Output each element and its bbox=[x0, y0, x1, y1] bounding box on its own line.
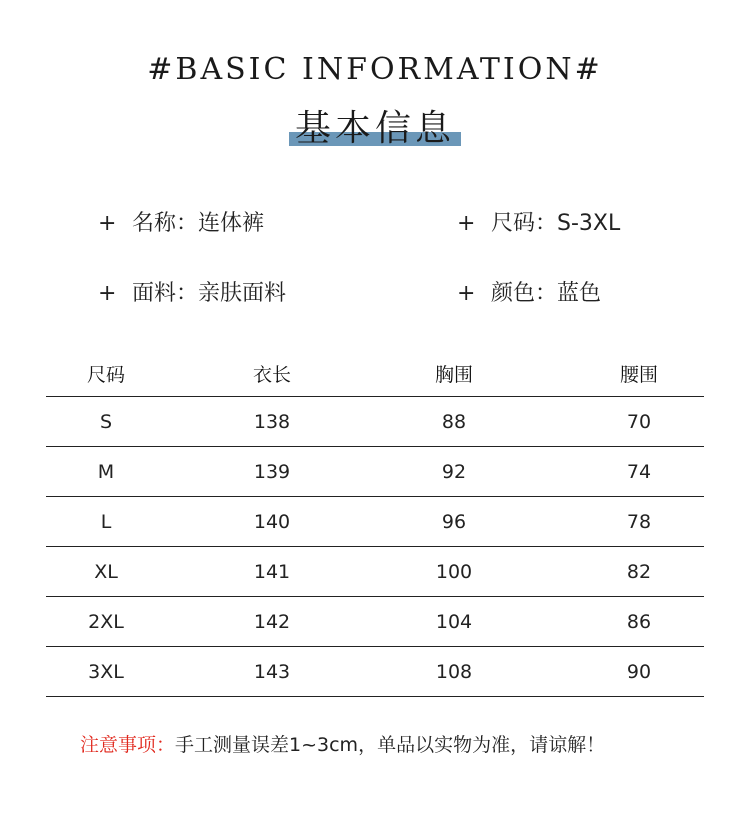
info-name-text: 名称：连体裤 bbox=[132, 211, 265, 236]
table-cell: 138 bbox=[253, 410, 291, 433]
table-cell: 142 bbox=[253, 610, 291, 633]
table-header-row bbox=[46, 350, 704, 397]
info-size bbox=[457, 206, 620, 237]
info-color-text: 颜色：蓝色 bbox=[491, 281, 602, 306]
table-row bbox=[46, 597, 704, 647]
table-cell: 70 bbox=[626, 410, 652, 433]
table-row bbox=[46, 547, 704, 597]
table-cell: 140 bbox=[253, 510, 291, 533]
header-cn-block bbox=[0, 100, 750, 150]
table-cell: XL bbox=[94, 560, 118, 583]
header-cell-size: 尺码 bbox=[86, 363, 125, 386]
table-cell: 78 bbox=[626, 510, 652, 533]
table-cell: 139 bbox=[253, 460, 291, 483]
table-row bbox=[46, 647, 704, 697]
table-cell: 92 bbox=[441, 460, 467, 483]
table-cell: 86 bbox=[626, 610, 652, 633]
table-cell: 108 bbox=[435, 660, 473, 683]
table-cell: 90 bbox=[626, 660, 652, 683]
info-size-text: 尺码：S-3XL bbox=[491, 211, 621, 236]
table-cell: 96 bbox=[441, 510, 467, 533]
header-title-cn: 基本信息 bbox=[294, 108, 455, 149]
table-cell: 82 bbox=[626, 560, 652, 583]
plus-icon: + bbox=[457, 281, 476, 306]
table-cell: 104 bbox=[435, 610, 473, 633]
table-row bbox=[46, 497, 704, 547]
table-cell: S bbox=[99, 410, 113, 433]
notice-text: 手工测量误差1~3cm，单品以实物为准，请谅解！ bbox=[175, 734, 606, 756]
notice-label: 注意事项： bbox=[80, 734, 176, 756]
table-cell: 143 bbox=[253, 660, 291, 683]
info-fabric bbox=[98, 276, 286, 307]
header-cell-chest: 胸围 bbox=[434, 363, 473, 386]
header-title-en: #BASIC INFORMATION# bbox=[147, 52, 603, 87]
info-color bbox=[457, 276, 601, 307]
table-cell: M bbox=[97, 460, 115, 483]
table-cell: L bbox=[100, 510, 112, 533]
plus-icon: + bbox=[457, 211, 476, 236]
table-cell: 100 bbox=[435, 560, 473, 583]
size-table bbox=[46, 350, 704, 697]
table-cell: 2XL bbox=[88, 610, 124, 633]
table-cell: 141 bbox=[253, 560, 291, 583]
table-cell: 3XL bbox=[88, 660, 124, 683]
table-row bbox=[46, 397, 704, 447]
header-cell-waist: 腰围 bbox=[619, 363, 658, 386]
plus-icon: + bbox=[98, 211, 117, 236]
header-cell-length: 衣长 bbox=[252, 363, 291, 386]
table-cell: 88 bbox=[441, 410, 467, 433]
plus-icon: + bbox=[98, 281, 117, 306]
table-row bbox=[46, 447, 704, 497]
table-cell: 74 bbox=[626, 460, 652, 483]
notice bbox=[80, 730, 605, 757]
info-name bbox=[98, 206, 264, 237]
info-fabric-text: 面料：亲肤面料 bbox=[132, 281, 287, 306]
